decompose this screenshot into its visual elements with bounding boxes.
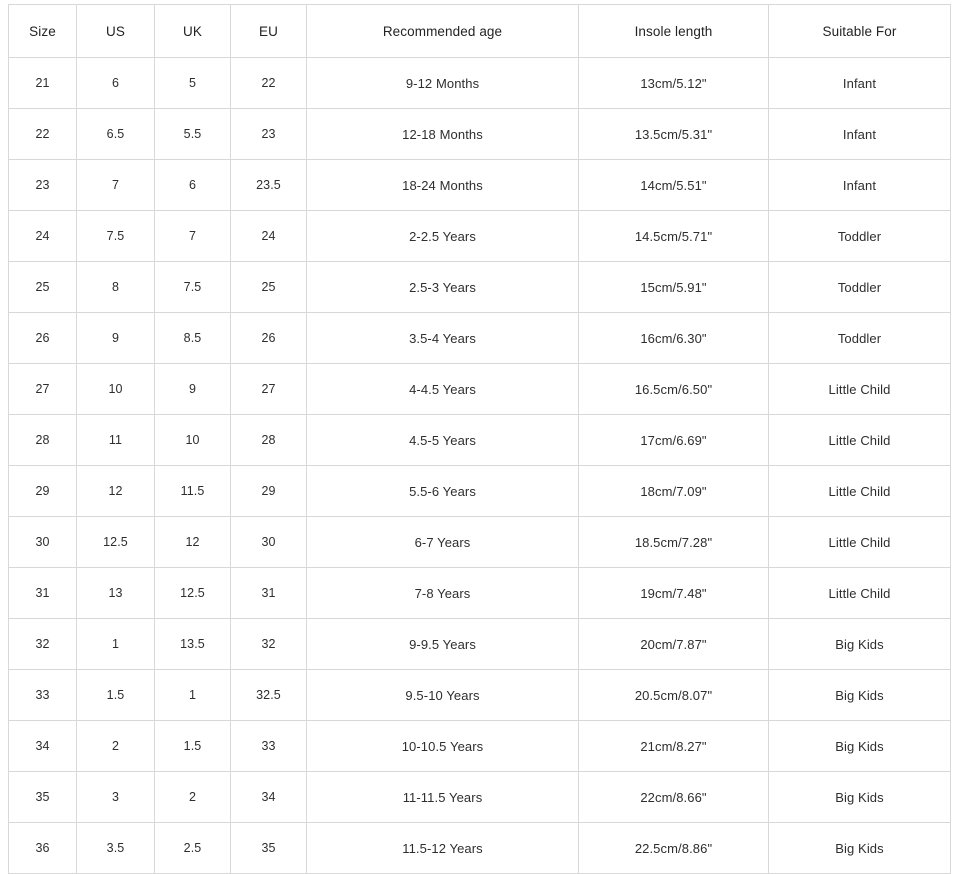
column-header-recommended-age: Recommended age xyxy=(307,5,579,58)
cell-eu: 27 xyxy=(231,364,307,415)
table-row xyxy=(9,466,951,517)
cell-suitable-for: Big Kids xyxy=(769,823,951,874)
cell-eu: 25 xyxy=(231,262,307,313)
table-row xyxy=(9,262,951,313)
cell-recommended-age: 18-24 Months xyxy=(307,160,579,211)
cell-us: 10 xyxy=(77,364,155,415)
cell-uk: 7 xyxy=(155,211,231,262)
column-header-size: Size xyxy=(9,5,77,58)
cell-suitable-for: Little Child xyxy=(769,466,951,517)
cell-suitable-for: Big Kids xyxy=(769,772,951,823)
cell-uk: 6 xyxy=(155,160,231,211)
cell-uk: 1 xyxy=(155,670,231,721)
cell-recommended-age: 2.5-3 Years xyxy=(307,262,579,313)
table-row xyxy=(9,364,951,415)
column-header-insole-length: Insole length xyxy=(579,5,769,58)
cell-recommended-age: 11.5-12 Years xyxy=(307,823,579,874)
cell-uk: 9 xyxy=(155,364,231,415)
cell-eu: 28 xyxy=(231,415,307,466)
cell-eu: 30 xyxy=(231,517,307,568)
cell-suitable-for: Toddler xyxy=(769,313,951,364)
table-row xyxy=(9,313,951,364)
table-header xyxy=(9,5,951,58)
cell-uk: 11.5 xyxy=(155,466,231,517)
cell-us: 3.5 xyxy=(77,823,155,874)
column-header-eu: EU xyxy=(231,5,307,58)
cell-insole-length: 20.5cm/8.07" xyxy=(579,670,769,721)
cell-suitable-for: Big Kids xyxy=(769,721,951,772)
column-header-us: US xyxy=(77,5,155,58)
cell-us: 6 xyxy=(77,58,155,109)
cell-eu: 33 xyxy=(231,721,307,772)
cell-suitable-for: Toddler xyxy=(769,262,951,313)
column-header-uk: UK xyxy=(155,5,231,58)
cell-size: 31 xyxy=(9,568,77,619)
cell-eu: 34 xyxy=(231,772,307,823)
cell-insole-length: 22.5cm/8.86" xyxy=(579,823,769,874)
cell-us: 6.5 xyxy=(77,109,155,160)
cell-recommended-age: 9-12 Months xyxy=(307,58,579,109)
cell-insole-length: 13.5cm/5.31" xyxy=(579,109,769,160)
cell-size: 36 xyxy=(9,823,77,874)
cell-recommended-age: 9-9.5 Years xyxy=(307,619,579,670)
cell-suitable-for: Big Kids xyxy=(769,619,951,670)
cell-suitable-for: Infant xyxy=(769,109,951,160)
cell-suitable-for: Little Child xyxy=(769,415,951,466)
table-body xyxy=(9,58,951,874)
cell-uk: 12.5 xyxy=(155,568,231,619)
cell-recommended-age: 3.5-4 Years xyxy=(307,313,579,364)
cell-suitable-for: Toddler xyxy=(769,211,951,262)
table-row xyxy=(9,670,951,721)
cell-suitable-for: Big Kids xyxy=(769,670,951,721)
cell-eu: 32.5 xyxy=(231,670,307,721)
cell-recommended-age: 4.5-5 Years xyxy=(307,415,579,466)
cell-recommended-age: 6-7 Years xyxy=(307,517,579,568)
cell-insole-length: 14.5cm/5.71" xyxy=(579,211,769,262)
table-row xyxy=(9,211,951,262)
table-row xyxy=(9,160,951,211)
table-row xyxy=(9,772,951,823)
cell-size: 34 xyxy=(9,721,77,772)
cell-uk: 8.5 xyxy=(155,313,231,364)
cell-eu: 31 xyxy=(231,568,307,619)
table-row xyxy=(9,721,951,772)
cell-us: 13 xyxy=(77,568,155,619)
cell-eu: 24 xyxy=(231,211,307,262)
cell-us: 7 xyxy=(77,160,155,211)
cell-size: 26 xyxy=(9,313,77,364)
cell-uk: 7.5 xyxy=(155,262,231,313)
cell-uk: 2.5 xyxy=(155,823,231,874)
cell-eu: 22 xyxy=(231,58,307,109)
cell-eu: 23.5 xyxy=(231,160,307,211)
cell-size: 23 xyxy=(9,160,77,211)
cell-recommended-age: 2-2.5 Years xyxy=(307,211,579,262)
cell-us: 2 xyxy=(77,721,155,772)
cell-eu: 23 xyxy=(231,109,307,160)
table-row xyxy=(9,568,951,619)
cell-recommended-age: 12-18 Months xyxy=(307,109,579,160)
cell-uk: 5 xyxy=(155,58,231,109)
table-row xyxy=(9,109,951,160)
cell-size: 35 xyxy=(9,772,77,823)
cell-uk: 1.5 xyxy=(155,721,231,772)
cell-size: 24 xyxy=(9,211,77,262)
cell-suitable-for: Little Child xyxy=(769,364,951,415)
cell-insole-length: 14cm/5.51" xyxy=(579,160,769,211)
cell-us: 12.5 xyxy=(77,517,155,568)
cell-insole-length: 19cm/7.48" xyxy=(579,568,769,619)
cell-insole-length: 18.5cm/7.28" xyxy=(579,517,769,568)
cell-insole-length: 15cm/5.91" xyxy=(579,262,769,313)
cell-suitable-for: Infant xyxy=(769,58,951,109)
cell-size: 21 xyxy=(9,58,77,109)
cell-size: 33 xyxy=(9,670,77,721)
cell-us: 9 xyxy=(77,313,155,364)
table-row xyxy=(9,619,951,670)
cell-us: 8 xyxy=(77,262,155,313)
cell-us: 11 xyxy=(77,415,155,466)
cell-us: 12 xyxy=(77,466,155,517)
cell-insole-length: 16.5cm/6.50" xyxy=(579,364,769,415)
cell-us: 1 xyxy=(77,619,155,670)
cell-insole-length: 16cm/6.30" xyxy=(579,313,769,364)
table-row xyxy=(9,58,951,109)
cell-uk: 12 xyxy=(155,517,231,568)
cell-size: 32 xyxy=(9,619,77,670)
cell-recommended-age: 11-11.5 Years xyxy=(307,772,579,823)
cell-uk: 13.5 xyxy=(155,619,231,670)
cell-recommended-age: 7-8 Years xyxy=(307,568,579,619)
table-row xyxy=(9,823,951,874)
cell-eu: 32 xyxy=(231,619,307,670)
cell-eu: 26 xyxy=(231,313,307,364)
cell-insole-length: 13cm/5.12" xyxy=(579,58,769,109)
cell-suitable-for: Infant xyxy=(769,160,951,211)
cell-insole-length: 21cm/8.27" xyxy=(579,721,769,772)
cell-recommended-age: 10-10.5 Years xyxy=(307,721,579,772)
cell-size: 22 xyxy=(9,109,77,160)
cell-recommended-age: 4-4.5 Years xyxy=(307,364,579,415)
cell-recommended-age: 9.5-10 Years xyxy=(307,670,579,721)
cell-insole-length: 17cm/6.69" xyxy=(579,415,769,466)
cell-eu: 35 xyxy=(231,823,307,874)
cell-eu: 29 xyxy=(231,466,307,517)
cell-insole-length: 20cm/7.87" xyxy=(579,619,769,670)
cell-us: 7.5 xyxy=(77,211,155,262)
cell-recommended-age: 5.5-6 Years xyxy=(307,466,579,517)
cell-insole-length: 18cm/7.09" xyxy=(579,466,769,517)
table-row xyxy=(9,415,951,466)
table-header-row xyxy=(9,5,951,58)
cell-size: 30 xyxy=(9,517,77,568)
cell-size: 27 xyxy=(9,364,77,415)
cell-uk: 2 xyxy=(155,772,231,823)
cell-uk: 5.5 xyxy=(155,109,231,160)
cell-suitable-for: Little Child xyxy=(769,568,951,619)
cell-insole-length: 22cm/8.66" xyxy=(579,772,769,823)
cell-size: 29 xyxy=(9,466,77,517)
cell-uk: 10 xyxy=(155,415,231,466)
cell-size: 28 xyxy=(9,415,77,466)
shoe-size-chart-table xyxy=(8,4,951,874)
column-header-suitable-for: Suitable For xyxy=(769,5,951,58)
cell-us: 1.5 xyxy=(77,670,155,721)
cell-us: 3 xyxy=(77,772,155,823)
cell-suitable-for: Little Child xyxy=(769,517,951,568)
table-row xyxy=(9,517,951,568)
cell-size: 25 xyxy=(9,262,77,313)
